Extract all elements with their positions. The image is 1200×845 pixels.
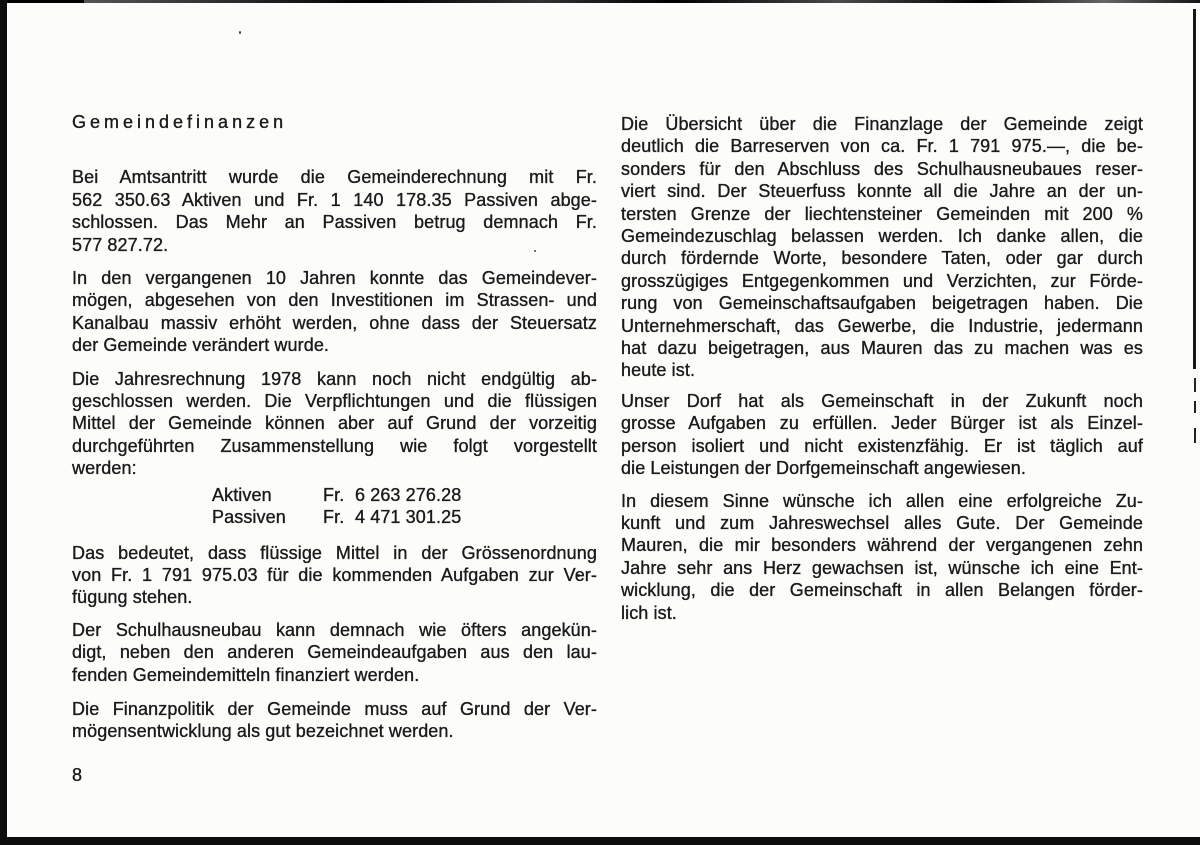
text-line: Unternehmerschaft, das Gewerbe, die Industrie, jedermann [621, 315, 1143, 336]
scan-edge-left [0, 0, 7, 845]
text-line: hat dazu beigetragen, aus Mauren das zu machen was es [621, 338, 1143, 359]
paragraph-schoolhouse-financing [72, 619, 597, 686]
text-line: durch fördernde Worte, besondere Taten, oder gar durch [621, 248, 1143, 269]
table-label-cell: Passiven [212, 507, 286, 528]
text-line: kunft und zum Jahreswechsel alles Gute. Der Gemeinde [621, 512, 1143, 533]
text-line: Mittel der Gemeinde können aber auf Grund der vorzeitig [72, 413, 597, 434]
text-line: digt, neben den anderen Gemeindeaufgaben aus den lau- [72, 642, 597, 663]
table-amount-cell: 6 263 276.28 [355, 484, 462, 505]
text-line: fügung stehen. [72, 587, 193, 608]
text-line: rung von Gemeinschaftsaufgaben beigetragen haben. Die [621, 293, 1143, 314]
text-line: mögensentwicklung als gut bezeichnet werden. [72, 721, 454, 742]
paragraph-financial-policy [72, 698, 597, 743]
text-line: Die Jahresrechnung 1978 kann noch nicht endgültig ab- [72, 368, 597, 389]
text-line: wicklung, die der Gemeinschaft in allen Belangen förder- [621, 580, 1143, 601]
table-row [72, 484, 597, 506]
text-line: viert sind. Der Steuerfuss konnte all die Jahre an der un- [621, 181, 1143, 202]
scan-edge-bottom [0, 837, 1200, 845]
text-line: Jahre sehr ans Herz gewachsen ist, wünsche ich eine Ent- [621, 557, 1143, 578]
text-line: Das bedeutet, dass flüssige Mittel in der Grössenordnung [72, 542, 597, 563]
paragraph-financial-overview [621, 113, 1143, 382]
text-line: Unser Dorf hat als Gemeinschaft in der Zukunft noch [621, 390, 1143, 411]
paragraph-municipal-assets [72, 267, 597, 357]
text-line: Mauren, die mir besonders während der vergangenen zehn [621, 535, 1143, 556]
text-line: Bei Amtsantritt wurde die Gemeinderechnung mit Fr. [72, 167, 597, 188]
table-amount-cell: 4 471 301.25 [355, 507, 462, 528]
text-line: fenden Gemeindemitteln finanziert werden. [72, 664, 420, 685]
table-currency-cell: Fr. [323, 484, 345, 505]
text-line: grosszügiges Entgegenkommen und Verzichten, zur Förde- [621, 270, 1143, 291]
text-line: grosse Aufgaben zu erfüllen. Jeder Bürger ist als Einzel- [621, 413, 1143, 434]
scan-page-edge-dash [1194, 428, 1196, 443]
scan-edge-top [0, 0, 1200, 3]
section-heading: Gemeindefinanzen [72, 112, 288, 132]
text-line: der Gemeinde verändert wurde. [72, 335, 330, 356]
right-column [621, 111, 1143, 624]
text-line: person isoliert und nicht existenzfähig. Er ist täglich auf [621, 435, 1143, 456]
table-currency-cell: Fr. [323, 507, 345, 528]
scan-page-edge-dash [1194, 378, 1196, 392]
text-line: In den vergangenen 10 Jahren konnte das Gemeindever- [72, 268, 597, 289]
page-number: 8 [72, 764, 83, 785]
text-line: tersten Grenze der liechtensteiner Gemeinden mit 200 % [621, 203, 1143, 224]
text-line: Kanalbau massiv erhöht werden, ohne dass der Steuersatz [72, 312, 597, 333]
text-line: Gemeindezuschlag belassen werden. Ich danke allen, die [621, 226, 1143, 247]
text-line: heute ist. [621, 360, 696, 381]
text-line: deutlich die Barreserven von ca. Fr. 1 791 975.—, die be- [621, 136, 1143, 157]
table-row [72, 506, 597, 528]
text-line: 562 350.63 Aktiven und Fr. 1 140 178.35 Passiven abge- [72, 189, 597, 210]
paragraph-annual-accounts-1978 [72, 368, 597, 480]
text-line: Die Finanzpolitik der Gemeinde muss auf Grund der Ver- [72, 698, 597, 719]
table-label-cell: Aktiven [212, 484, 272, 505]
paragraph-opening-accounts [72, 166, 597, 256]
scan-speck [239, 31, 241, 34]
text-line: geschlossen werden. Die Verpflichtungen und die flüssigen [72, 391, 597, 412]
text-line: Der Schulhausneubau kann demnach wie öfters angekün- [72, 619, 597, 640]
paragraph-village-community [621, 390, 1143, 480]
text-line: mögen, abgesehen von den Investitionen im Strassen- und [72, 290, 597, 311]
text-line: die Leistungen der Dorfgemeinschaft angewiesen. [621, 458, 1026, 479]
text-line: sonders für den Abschluss des Schulhausneubaues reser- [621, 158, 1143, 179]
left-column [72, 111, 597, 786]
text-line: Die Übersicht über die Finanzlage der Gemeinde zeigt [621, 114, 1143, 134]
paragraph-liquid-funds [72, 542, 597, 609]
aktiven-passiven-table [72, 484, 597, 529]
text-line: In diesem Sinne wünsche ich allen eine erfolgreiche Zu- [621, 490, 1143, 511]
text-line: durchgeführten Zusammenstellung wie folgt vorgestellt [72, 435, 597, 456]
text-line: werden: [72, 458, 137, 479]
paragraph-new-year-wishes [621, 490, 1143, 624]
text-line: schlossen. Das Mehr an Passiven betrug demnach Fr. [72, 212, 597, 233]
text-line: lich ist. [621, 602, 677, 623]
scan-page-edge-dash [1194, 401, 1196, 413]
scan-page-edge-line [1193, 9, 1196, 369]
text-line: von Fr. 1 791 975.03 für die kommenden Aufgaben zur Ver- [72, 564, 597, 585]
text-line: 577 827.72. [72, 234, 169, 255]
